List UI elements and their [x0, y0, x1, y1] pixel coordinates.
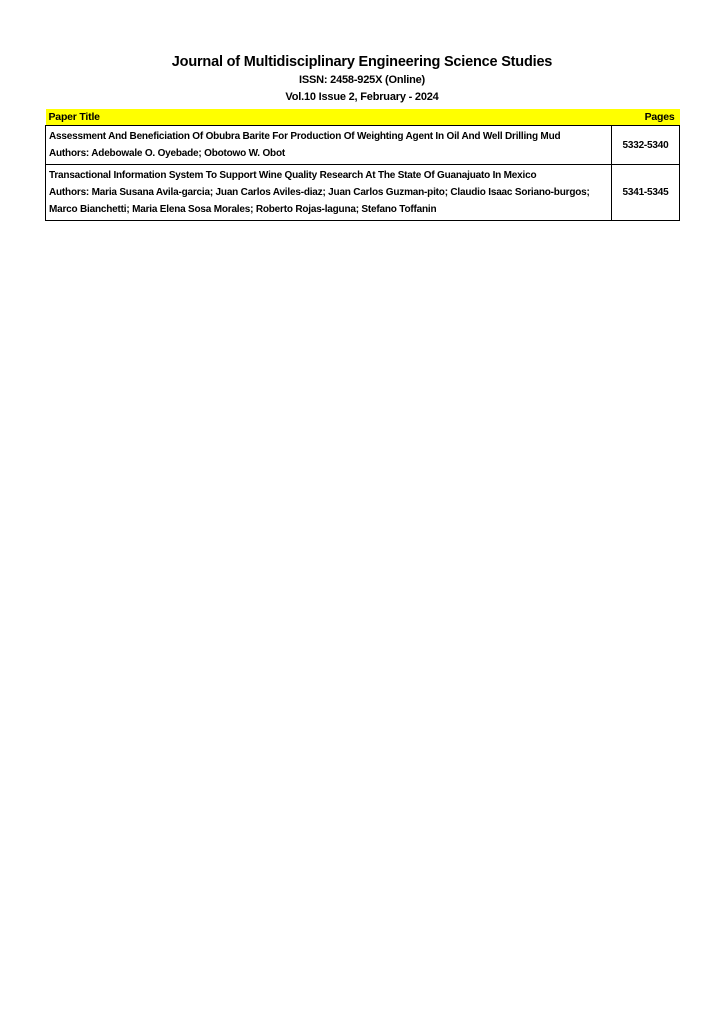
paper-authors: Authors: Adebowale O. Oyebade; Obotowo W. Obot: [49, 148, 285, 159]
paper-entry: [46, 126, 612, 165]
issn-line: ISSN: 2458-925X (Online): [298, 74, 426, 86]
journal-title: Journal of Multidisciplinary Engineering Science Studies: [171, 54, 553, 70]
table-row: [46, 165, 680, 221]
paper-authors: Authors: Maria Susana Avila-garcia; Juan Carlos Aviles-diaz; Juan Carlos Guzman-pito; Claudio Isaac Soriano-burgos; Marco Bianchetti; Maria Elena Sosa Morales; Roberto Rojas-laguna; Stefano Toffanin: [49, 187, 590, 215]
column-header-pages: Pages: [612, 109, 680, 126]
page-range: 5341-5345: [612, 165, 680, 221]
paper-title: Assessment And Beneficiation Of Obubra Barite For Production Of Weighting Agent In Oil And Well Drilling Mud: [49, 131, 561, 142]
column-header-paper-title: Paper Title: [46, 109, 612, 126]
table-header-row: [46, 109, 680, 126]
page-range: 5332-5340: [612, 126, 680, 165]
paper-title: Transactional Information System To Support Wine Quality Research At The State Of Guanajuato In Mexico: [49, 170, 537, 181]
table-of-contents: [45, 109, 680, 221]
paper-entry: [46, 165, 612, 221]
table-row: [46, 126, 680, 165]
volume-issue-line: Vol.10 Issue 2, February - 2024: [285, 91, 439, 103]
